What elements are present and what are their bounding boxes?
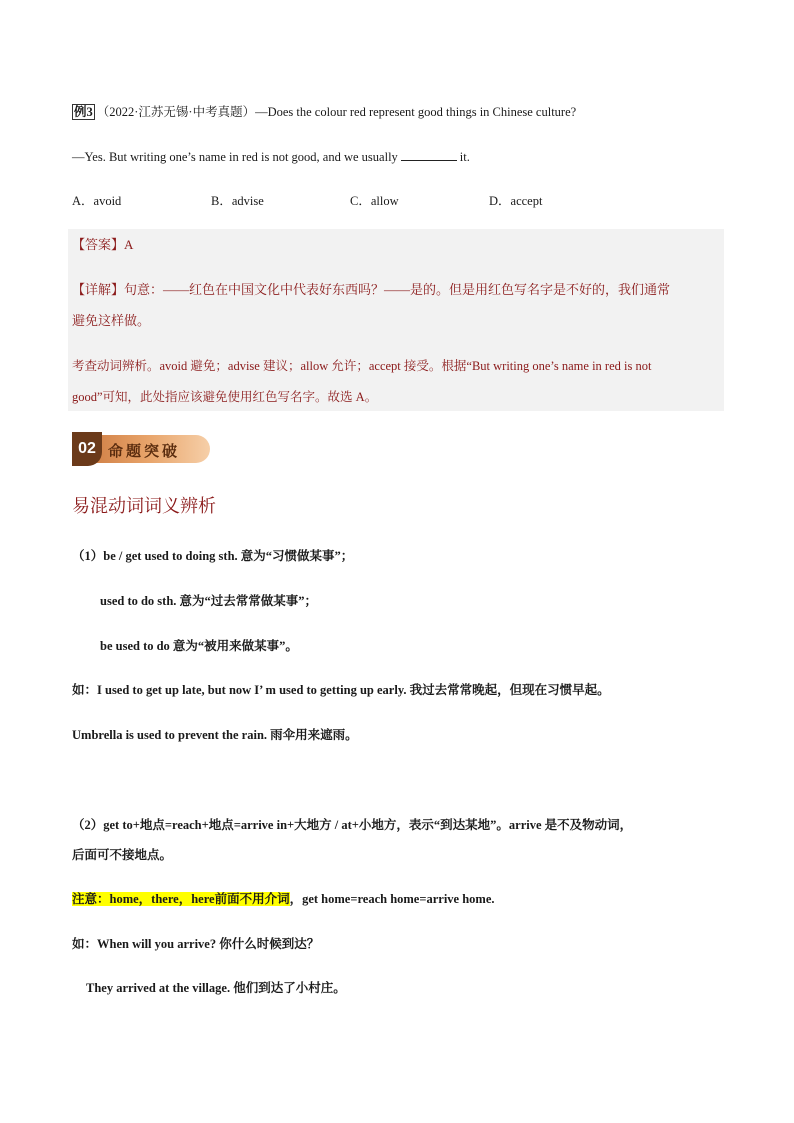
p2-line-1: （2）get to+地点=reach+地点=arrive in+大地方 / at+小地方，表示“到达某地”。arrive 是不及物动词， [72, 818, 633, 832]
p2-note-highlight: 注意：home，there，here前面不用介词 [72, 892, 290, 906]
section-banner [72, 432, 212, 466]
answer-box [68, 229, 724, 411]
example-question: —Does the colour red represent good things in Chinese culture? [255, 105, 577, 119]
option-d: D．accept [489, 194, 543, 208]
answer-blank [401, 148, 457, 161]
banner-number: 02 [72, 432, 102, 466]
option-b: B．advise [211, 194, 264, 208]
p2-example-1: 如：When will you arrive? 你什么时候到达？ [72, 937, 320, 951]
detail-label: 【详解】 [72, 282, 125, 297]
example-reply-after: it. [459, 150, 470, 164]
example-label: 例3 [74, 105, 93, 119]
detail-text-1: 句意：——红色在中国文化中代表好东西吗？——是的。但是用红色写名字是不好的，我们通常 [124, 282, 671, 297]
detail-line-2: 避免这样做。 [72, 313, 151, 328]
p1-line-1: （1）be / get used to doing sth. 意为“习惯做某事”； [72, 549, 354, 563]
banner-title: 命题突破 [108, 442, 181, 460]
p2-note-rest: ，get home=reach home=arrive home. [289, 892, 495, 906]
options-line [72, 192, 628, 210]
p1-line-3: be used to do 意为“被用来做某事”。 [100, 639, 298, 653]
p1-line-2: used to do sth. 意为“过去常常做某事”； [100, 594, 318, 608]
detail-line-1 [72, 281, 670, 299]
option-c: C．allow [350, 194, 399, 208]
analysis-line-2: good”可知，此处指应该避免使用红色写名字。故选 A。 [72, 390, 378, 404]
answer-value: A [124, 237, 134, 252]
section-title: 易混动词词义辨析 [72, 496, 216, 516]
p2-note-line [72, 890, 495, 908]
example-question-line [72, 103, 576, 121]
example-source: （2022·江苏无锡·中考真题） [96, 105, 256, 119]
p2-line-2: 后面可不接地点。 [72, 848, 173, 862]
option-a: A．avoid [72, 194, 122, 208]
p2-example-2: They arrived at the village. 他们到达了小村庄。 [86, 981, 346, 995]
p1-example-1: 如：I used to get up late, but now I’ m used to getting up early. 我过去常常晚起，但现在习惯早起。 [72, 683, 610, 697]
answer-label: 【答案】 [72, 237, 125, 252]
example-reply-before: —Yes. But writing one’s name in red is not good, and we usually [72, 150, 398, 164]
analysis-line-1: 考查动词辨析。avoid 避免；advise 建议；allow 允许；accept 接受。根据“But writing one’s name in red is not [72, 359, 652, 373]
answer-line [72, 236, 133, 254]
p1-example-2: Umbrella is used to prevent the rain. 雨伞用来遮雨。 [72, 728, 358, 742]
example-reply-line [72, 148, 470, 166]
